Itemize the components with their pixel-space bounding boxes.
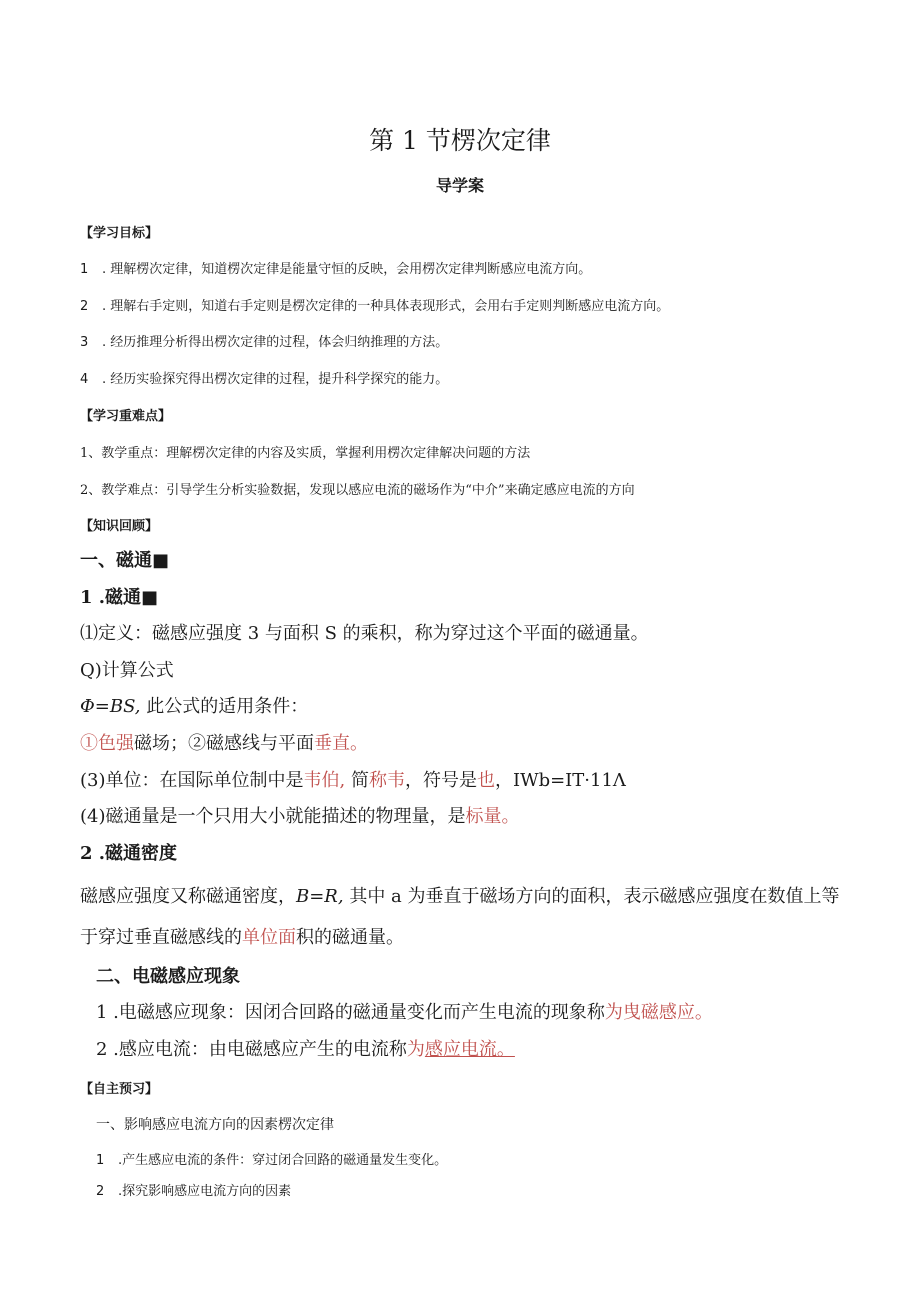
objective-text: . 经历实验探究得出楞次定律的过程，提升科学探究的能力。 — [102, 372, 449, 387]
subsection-title: 1 .磁通■ — [80, 587, 159, 608]
section-title: 二、电磁感应现象 — [96, 966, 240, 987]
answer-blank: 也 — [476, 770, 495, 791]
preview-item-1 — [96, 1149, 447, 1168]
em-induction-line — [96, 998, 713, 1024]
condition-text: 磁场；②磁感线与平面 — [134, 733, 314, 754]
objective-text: . 理解右手定则，知道右手定则是楞次定律的一种具体表现形式，会用右手定则判断感应电流方向。 — [102, 299, 670, 314]
density-text: 于穿过垂直磁感线的 — [80, 927, 242, 948]
review-heading: 【知识回顾】 — [80, 519, 159, 534]
page-subtitle: 导学案 — [435, 176, 484, 195]
em-text: 2 .感应电流：由电磁感应产生的电流称 — [96, 1039, 407, 1060]
unit-text: ，IWb=IT·11Λ — [494, 770, 626, 791]
unit-text: ，符号是 — [404, 770, 477, 791]
preview-text: .产生感应电流的条件：穿过闭合回路的磁通量发生变化。 — [118, 1153, 448, 1168]
page-title: 第 1 节楞次定律 — [369, 126, 551, 155]
objectives-heading: 【学习目标】 — [80, 226, 159, 241]
answer-blank: 为 — [406, 1039, 425, 1060]
density-text: 磁感应强度又称磁通密度， — [80, 886, 296, 907]
formula-heading: Q)计算公式 — [80, 660, 174, 681]
subsection-title: 2 .磁通密度 — [80, 843, 178, 864]
induced-current-line — [96, 1035, 515, 1061]
answer-blank: 单位面 — [242, 927, 296, 948]
answer-blank: 为曳磁感应。 — [604, 1002, 713, 1023]
unit-text: 简 — [345, 770, 369, 791]
answer-blank: 垂直。 — [314, 733, 368, 754]
scalar-line — [80, 802, 520, 828]
answer-blank: ①色强 — [80, 733, 134, 754]
answer-blank: 称韦 — [368, 770, 405, 791]
formula-symbol: Φ=BS, — [80, 696, 141, 717]
objective-num: 4 — [80, 372, 89, 387]
answer-blank: 标量。 — [465, 806, 520, 827]
preview-heading: 【自主预习】 — [80, 1082, 159, 1097]
preview-item-2 — [96, 1180, 291, 1199]
unit-line — [80, 766, 626, 792]
key-point-item: 1、教学重点：理解楞次定律的内容及实质，掌握利用楞次定律解决问题的方法 — [80, 446, 531, 461]
scalar-text: (4)磁通量是一个只用大小就能描述的物理量，是 — [80, 806, 466, 827]
density-line — [80, 882, 840, 908]
density-text: 其中 a 为垂直于磁场方向的面积，表示磁感应强度在数值上等 — [343, 886, 840, 907]
density-symbol: B=R, — [296, 886, 344, 907]
answer-blank: 感应电流。 — [424, 1039, 515, 1060]
objective-item-2 — [80, 295, 669, 314]
key-points-heading: 【学习重难点】 — [80, 409, 172, 424]
density-line-2 — [80, 923, 404, 949]
objective-num: 3 — [80, 335, 89, 350]
unit-text: (3)单位：在国际单位制中是 — [80, 770, 304, 791]
density-text: 积的磁通量。 — [296, 927, 404, 948]
preview-num: 1 — [96, 1153, 105, 1168]
objective-text: . 经历推理分析得出楞次定律的过程，体会归纳推理的方法。 — [102, 335, 449, 350]
objective-item-3 — [80, 331, 448, 350]
objective-num: 1 — [80, 262, 89, 277]
objective-item-1 — [80, 258, 591, 277]
em-text: 1 .电磁感应现象：因闭合回路的磁通量变化而产生电流的现象称 — [96, 1002, 605, 1023]
section-title: 一、磁通■ — [80, 550, 170, 571]
key-point-item: 2、教学难点：引导学生分析实验数据，发现以感应电流的磁场作为“中介”来确定感应电流的方向 — [80, 483, 635, 498]
preview-text: .探究影响感应电流方向的因素 — [118, 1184, 292, 1199]
formula-text: 此公式的适用条件： — [140, 696, 309, 717]
definition-line: ⑴定义：磁感应强度 3 与面积 S 的乘积，称为穿过这个平面的磁通量。 — [80, 623, 649, 644]
section-title: 一、影响感应电流方向的因素楞次定律 — [96, 1117, 334, 1133]
preview-num: 2 — [96, 1184, 105, 1199]
condition-line — [80, 729, 368, 755]
objective-num: 2 — [80, 299, 89, 314]
objective-item-4 — [80, 368, 448, 387]
objective-text: . 理解楞次定律，知道楞次定律是能量守恒的反映，会用楞次定律判断感应电流方向。 — [102, 262, 592, 277]
answer-blank: 韦伯, — [303, 770, 346, 791]
formula-line — [80, 692, 308, 718]
